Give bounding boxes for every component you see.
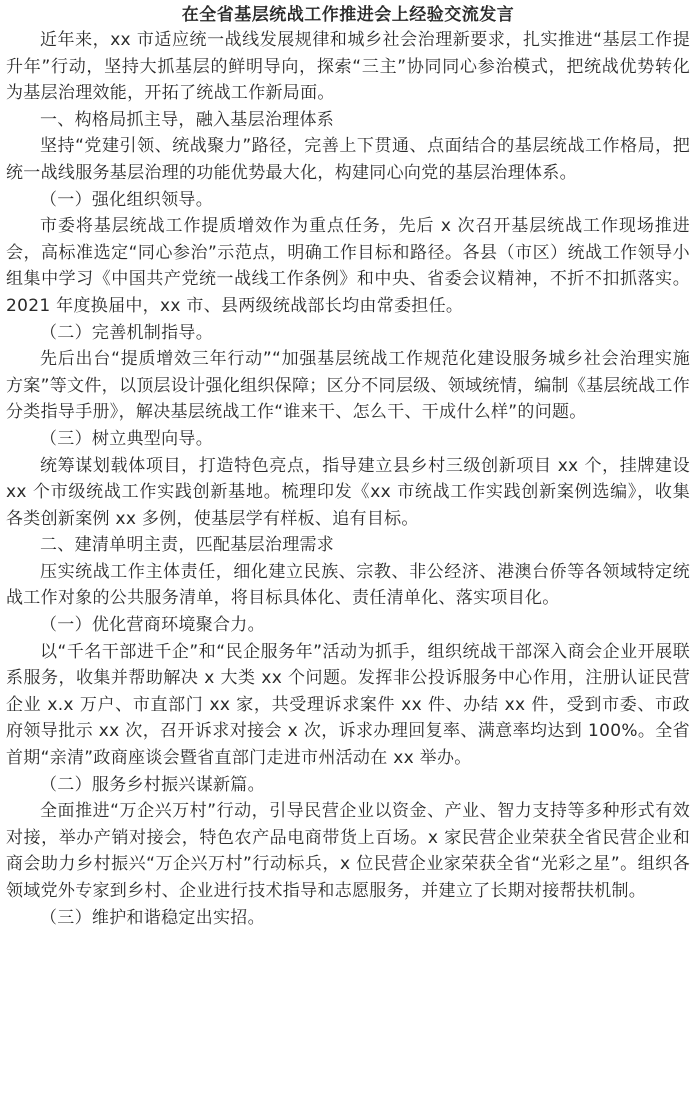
paragraph-2-2: 全面推进“万企兴万村”行动，引导民营企业以资金、产业、智力支持等多种形式有效对接，举办产销对接会，特色农产品电商带货上百场。x 家民营企业荣获全省民营企业和商会助力乡村振兴“万企兴万村”行动标兵，x 位民营企业家荣获全省“光彩之星”。组织各领域党外专家到乡村、企业进行技术指导和志愿服务，并建立了长期对接帮扶机制。 — [6, 801, 690, 901]
subheading-1-2: （二）完善机制指导。 — [40, 322, 213, 343]
document-title: 在全省基层统战工作推进会上经验交流发言 — [181, 5, 515, 25]
paragraph-section-1: 坚持“党建引领、统战聚力”路径，完善上下贯通、点面结合的基层统战工作格局，把统一战线服务基层治理的功能优势最大化，构建同心向党的基层治理体系。 — [6, 136, 690, 183]
paragraph-2-1: 以“千名干部进千企”和“民企服务年”活动为抓手，组织统战干部深入商会企业开展联系服务，收集并帮助解决 x 大类 xx 个问题。发挥非公投诉服务中心作用，注册认证民营企业 x.x 万户、市直部门 xx 家，共受理诉求案件 xx 件、办结 xx 件，受到市委、市政府领导批示 xx 次，召开诉求对接会 x 次，诉求办理回复率、满意率均达到 100%。全省首期“亲清”政商座谈会暨省直部门走进市州活动在 xx 举办。 — [6, 641, 690, 769]
section-heading-2: 二、建清单明主责，匹配基层治理需求 — [40, 535, 335, 556]
subheading-1-3: （三）树立典型向导。 — [40, 428, 213, 449]
subheading-1-1: （一）强化组织领导。 — [40, 189, 213, 210]
paragraph-intro: 近年来，xx 市适应统一战线发展规律和城乡社会治理新要求，扎实推进“基层工作提升年”行动，坚持大抓基层的鲜明导向，探索“三主”协同同心参治模式，把统战优势转化为基层治理效能，开拓了统战工作新局面。 — [6, 30, 690, 104]
paragraph-1-2: 先后出台“提质增效三年行动”“加强基层统战工作规范化建设服务城乡社会治理实施方案”等文件，以顶层设计强化组织保障；区分不同层级、领域统情，编制《基层统战工作分类指导手册》，解决基层统战工作“谁来干、怎么干、干成什么样”的问题。 — [6, 349, 690, 423]
paragraph-1-3: 统筹谋划载体项目，打造特色亮点，指导建立县乡村三级创新项目 xx 个，挂牌建设 xx 个市级统战工作实践创新基地。梳理印发《xx 市统战工作实践创新案例选编》，收集各类创新案例 xx 多例，使基层学有样板、追有目标。 — [6, 455, 690, 529]
subheading-2-1: （一）优化营商环境聚合力。 — [40, 615, 265, 636]
paragraph-1-1: 市委将基层统战工作提质增效作为重点任务，先后 x 次召开基层统战工作现场推进会，高标准选定“同心参治”示范点，明确工作目标和路径。各县（市区）统战工作领导小组集中学习《中国共产党统一战线工作条例》和中央、省委会议精神，不折不扣抓落实。2021 年度换届中，xx 市、县两级统战部长均由常委担任。 — [6, 216, 690, 316]
subheading-2-3: （三）维护和谐稳定出实招。 — [40, 907, 265, 928]
section-heading-1: 一、构格局抓主导，融入基层治理体系 — [40, 109, 335, 130]
subheading-2-2: （二）服务乡村振兴谋新篇。 — [40, 774, 265, 795]
paragraph-section-2: 压实统战工作主体责任，细化建立民族、宗教、非公经济、港澳台侨等各领域特定统战工作对象的公共服务清单，将目标具体化、责任清单化、落实项目化。 — [6, 561, 690, 609]
